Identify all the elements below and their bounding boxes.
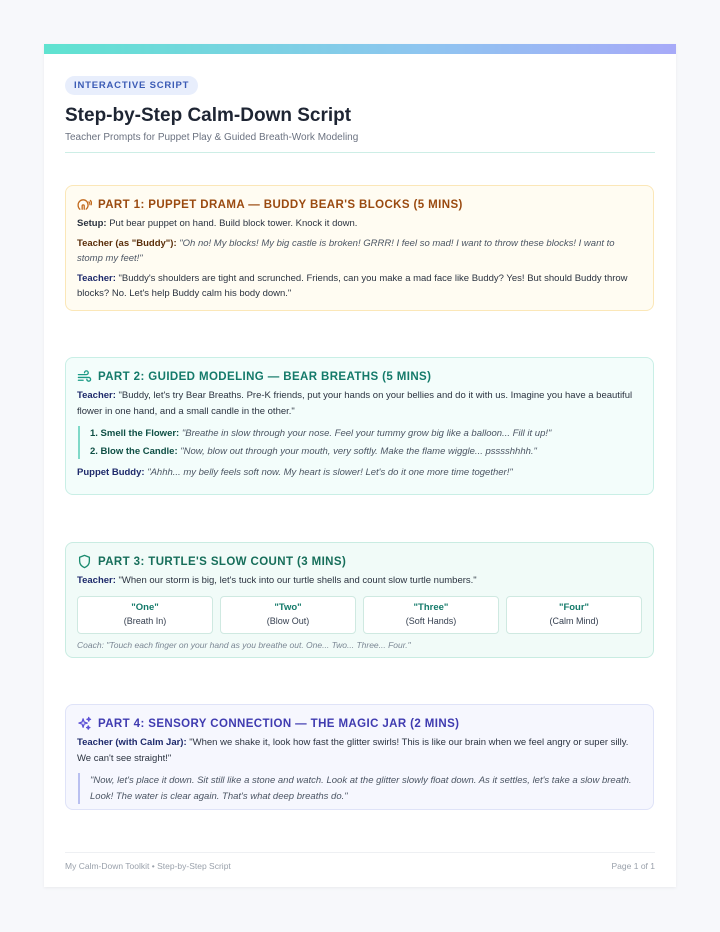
breath-step [90, 426, 642, 442]
count-card [77, 596, 213, 634]
part1-heading [77, 197, 642, 212]
setup-label: Setup: [77, 218, 107, 229]
part3-heading-text: PART 3: TURTLE'S SLOW COUNT (3 MINS) [98, 555, 347, 568]
part1-setup [77, 216, 642, 232]
count-desc: (Calm Mind) [549, 615, 599, 626]
part2-heading [77, 369, 642, 384]
turtle-count-grid [77, 596, 642, 634]
puppet-quote: "Ahhh... my belly feels soft now. My heart is slower! Let's do it one more time together!" [147, 467, 513, 478]
part3-heading [77, 554, 642, 569]
part1-heading-text: PART 1: PUPPET DRAMA — BUDDY BEAR'S BLOCKS (5 MINS) [98, 198, 463, 211]
breath-step-label: 1. Smell the Flower: [90, 428, 180, 439]
breath-step-text: "Now, blow out through your mouth, very softly. Make the flame wiggle... psssshhhh." [180, 445, 537, 457]
breath-step-label: 2. Blow the Candle: [90, 445, 178, 457]
count-desc: (Soft Hands) [405, 615, 457, 626]
buddy-quote: "Oh no! My blocks! My big castle is broken! GRRR! I feel so mad! I want to throw these blocks! I want to stomp my feet!" [77, 237, 615, 264]
part4-teacher-line [77, 735, 642, 766]
count-number: "Four" [558, 601, 590, 613]
breath-steps [78, 426, 642, 459]
page-number: Page 1 of 1 [611, 861, 655, 871]
breath-step [90, 444, 642, 460]
part4-section [65, 704, 654, 810]
count-number: "One" [131, 601, 159, 613]
count-desc: (Blow Out) [266, 615, 310, 626]
jar-quote-text: "Now, let's place it down. Sit still like a stone and watch. Look at the glitter slowly float down. As it settles, let's take a slow breath. Look! The water is clear again. That's what deep breaths do." [90, 775, 632, 802]
teacher-text: "When we shake it, look how fast the glitter swirls! This is like our brain when we feel angry or super silly. We can't see straight!" [77, 737, 629, 764]
part3-section [65, 542, 654, 658]
teacher-label: Teacher: [77, 272, 116, 284]
coach-tip: Coach: "Touch each finger on your hand as you breathe out. One... Two... Three... Four." [77, 639, 411, 650]
count-card [220, 596, 356, 634]
part2-puppet-line [77, 465, 642, 481]
puppet-buddy-label: Puppet Buddy: [77, 467, 145, 478]
footer-title: My Calm-Down Toolkit • Step-by-Step Script [65, 861, 231, 871]
page-footer [65, 852, 655, 871]
count-number: "Three" [413, 601, 449, 613]
part4-heading-text: PART 4: SENSORY CONNECTION — THE MAGIC JAR (2 MINS) [98, 717, 460, 730]
page-title: Step-by-Step Calm-Down Script [65, 105, 352, 126]
part4-heading [77, 716, 642, 731]
magic-jar-quote [78, 773, 642, 804]
count-number: "Two" [274, 601, 302, 613]
teacher-label: Teacher: [77, 390, 116, 401]
breath-step-text: "Breathe in slow through your nose. Feel your tummy grow big like a balloon... Fill it up!" [181, 428, 552, 439]
part2-teacher-line [77, 388, 642, 419]
teacher-label: Teacher: [77, 575, 116, 586]
page-subtitle: Teacher Prompts for Puppet Play & Guided Breath-Work Modeling [65, 132, 359, 143]
page-header [44, 54, 676, 153]
top-gradient-bar [44, 44, 676, 54]
wind-icon [77, 369, 92, 384]
part2-section [65, 357, 654, 495]
part3-teacher-line [77, 573, 642, 589]
part2-heading-text: PART 2: GUIDED MODELING — BEAR BREATHS (5 MINS) [98, 370, 432, 383]
teacher-text: "Buddy, let's try Bear Breaths. Pre-K friends, put your hands on your bellies and do it with us. Imagine you have a beautiful flower in one hand, and a small candle in the other." [77, 390, 633, 417]
puppet-speech-icon [77, 197, 92, 212]
teacher-text: "When our storm is big, let's tuck into our turtle shells and count slow turtle numbers." [115, 575, 477, 586]
header-divider [65, 152, 655, 153]
part1-buddy-line [77, 236, 642, 267]
setup-text: Put bear puppet on hand. Build block tower. Knock it down. [106, 218, 358, 229]
count-card [363, 596, 499, 634]
count-card [506, 596, 642, 634]
teacher-with-jar-label: Teacher (with Calm Jar): [77, 737, 187, 748]
script-badge: INTERACTIVE SCRIPT [65, 76, 198, 95]
teacher-text: "Buddy's shoulders are tight and scrunched. Friends, can you make a mad face like Buddy? Yes! But should Buddy throw blocks? No. Let's help Buddy calm his body down." [77, 272, 628, 299]
shield-icon [77, 554, 92, 569]
teacher-as-buddy-label: Teacher (as "Buddy"): [77, 237, 177, 249]
count-desc: (Breath In) [123, 615, 167, 626]
sparkles-icon [77, 716, 92, 731]
part1-section [65, 185, 654, 311]
script-page [44, 44, 676, 887]
part1-teacher-line [77, 271, 642, 302]
